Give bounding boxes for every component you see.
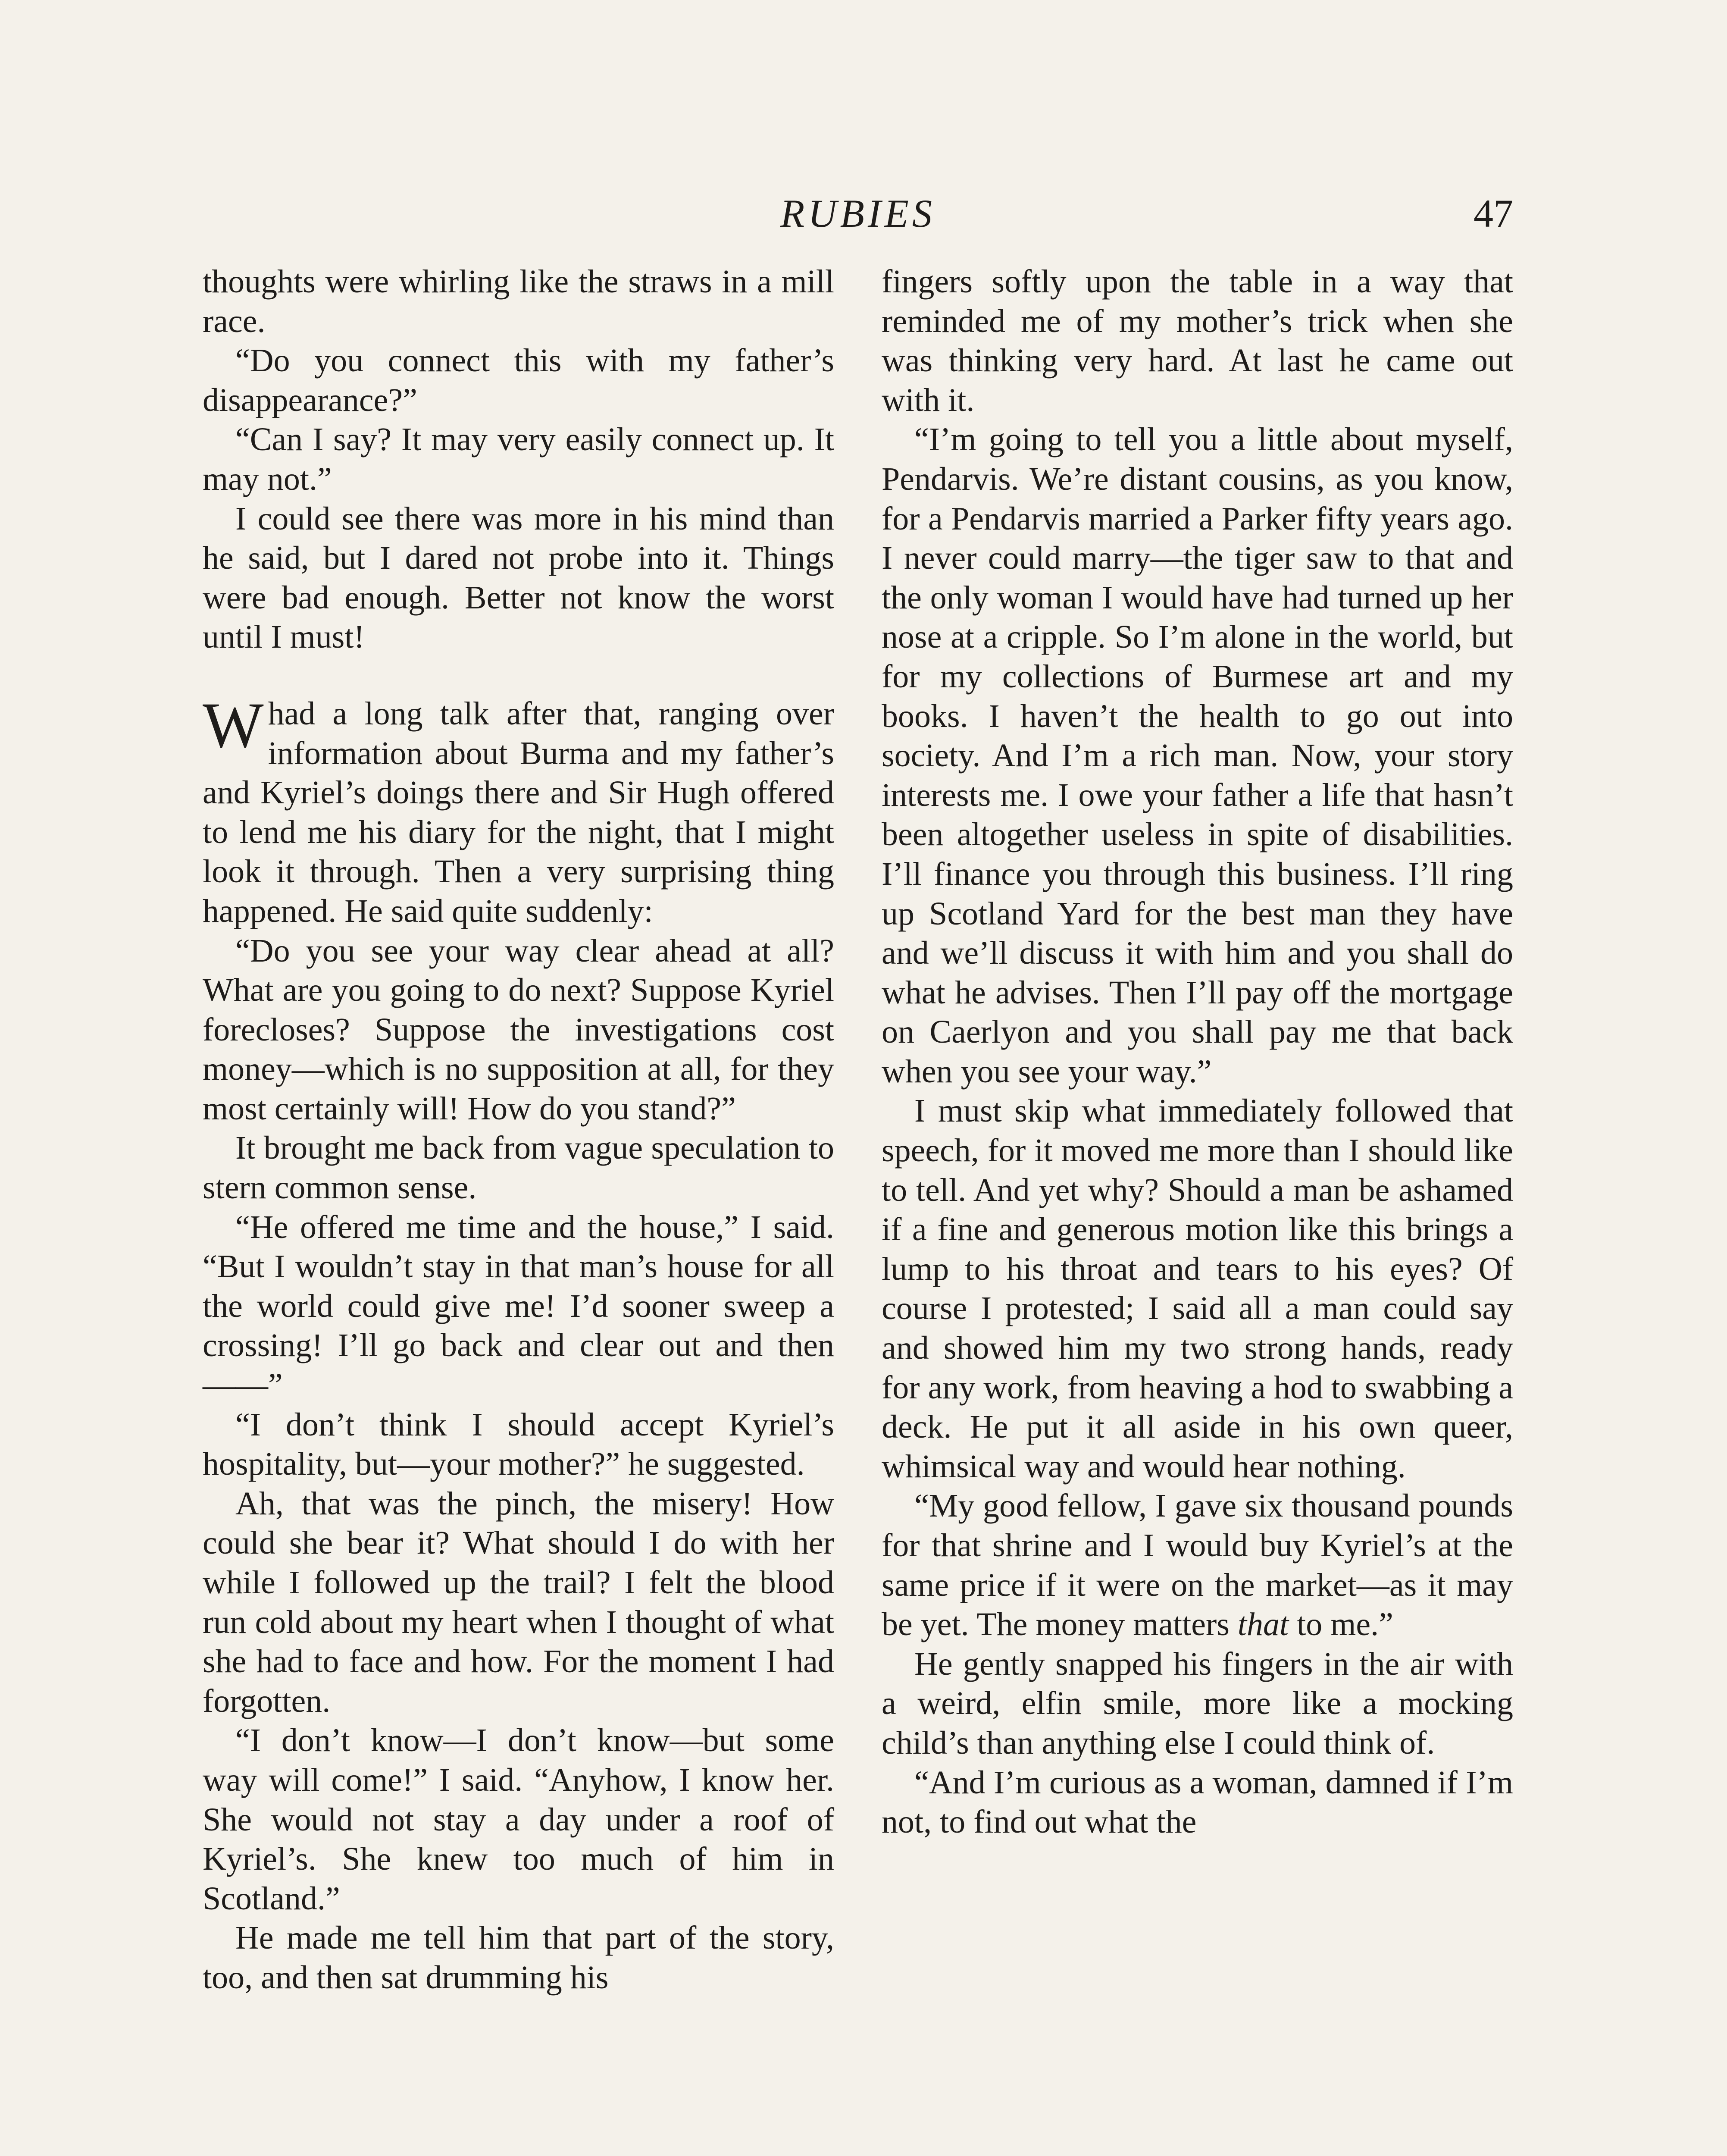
page-number: 47: [1474, 191, 1513, 235]
running-head: [203, 185, 1513, 241]
paragraph: “He offered me time and the house,” I said. “But I wouldn’t stay in that man’s house for all the world could give me! I’d sooner sweep a crossing! I’ll go back and clear out and then——”: [203, 1209, 834, 1404]
emphasized-word: that: [1237, 1606, 1289, 1643]
paragraph: “And I’m curious as a woman, damned if I’m not, to find out what the: [882, 1764, 1513, 1840]
running-title: RUBIES: [780, 191, 935, 235]
paragraph: “Can I say? It may very easily connect up. It may not.”: [203, 421, 834, 497]
paragraph-text: “My good fellow, I gave six thousand pounds for that shrine and I would buy Kyriel’s at the same price if it were on the market—as it may be yet. The money matters: [882, 1488, 1513, 1643]
paragraph: thoughts were whirling like the straws in a mill race.: [203, 263, 834, 339]
paragraph: I could see there was more in his mind than he said, but I dared not probe into it. Things were bad enough. Better not know the worst until I must!: [203, 500, 834, 655]
right-column: [882, 262, 1513, 1842]
paragraph-text: to me.”: [1297, 1606, 1393, 1643]
paragraph: He gently snapped his fingers in the air with a weird, elfin smile, more like a mocking child’s than anything else I could think of.: [882, 1645, 1513, 1761]
paragraph: “I don’t think I should accept Kyriel’s hospitality, but—your mother?” he suggested.: [203, 1406, 834, 1482]
left-column: [203, 262, 834, 1998]
paragraph: fingers softly upon the table in a way that reminded me of my mother’s trick when she was thinking very hard. At last he came out with it.: [882, 263, 1513, 418]
paragraph: I must skip what immediately followed that speech, for it moved me more than I should like to tell. And yet why? Should a man be ashamed if a fine and generous motion like this brings a lump to his throat and tears to his eyes? Of course I protested; I said all a man could say and showed him my two strong hands, ready for any work, from heaving a hod to swabbing a deck. He put it all aside in his own queer, whimsical way and would hear nothing.: [882, 1093, 1513, 1485]
paragraph: It brought me back from vague speculation to stern common sense.: [203, 1130, 834, 1206]
paragraph: He made me tell him that part of the story, too, and then sat drumming his: [203, 1920, 834, 1996]
paragraph-text: had a long talk after that, ranging over information about Burma and my father’s and Kyriel’s doings there and Sir Hugh offered to lend me his diary for the night, that I might look it through. Then a very surprising thing happened. He said quite suddenly:: [203, 695, 834, 929]
drop-cap: W: [203, 689, 264, 761]
paragraph: “Do you connect this with my father’s disappearance?”: [203, 342, 834, 418]
paragraph: “Do you see your way clear ahead at all? What are you going to do next? Suppose Kyriel forecloses? Suppose the investigations cost money—which is no supposition at all, for they most certainly will! How do you stand?”: [203, 932, 834, 1127]
paragraph: [882, 1486, 1513, 1644]
paragraph: “I’m going to tell you a little about myself, Pendarvis. We’re distant cousins, as you know, for a Pendarvis married a Parker fifty years ago. I never could marry—the tiger saw to that and the only woman I would have had turned up her nose at a cripple. So I’m alone in the world, but for my collections of Burmese art and my books. I haven’t the health to go out into society. And I’m a rich man. Now, your story interests me. I owe your father a life that hasn’t been altogether useless in spite of disabilities. I’ll finance you through this business. I’ll ring up Scotland Yard for the best man they have and we’ll discuss it with him and you shall do what he advises. Then I’ll pay off the mortgage on Caerlyon and you shall pay me that back when you see your way.”: [882, 421, 1513, 1090]
paragraph: “I don’t know—I don’t know—but some way will come!” I said. “Anyhow, I know her. She would not stay a day under a roof of Kyriel’s. She knew too much of him in Scotland.”: [203, 1722, 834, 1917]
section-opening-paragraph: [203, 689, 834, 931]
paragraph: Ah, that was the pinch, the misery! How could she bear it? What should I do with her while I followed up the trail? I felt the blood run cold about my heart when I thought of what she had to face and how. For the moment I had forgotten.: [203, 1485, 834, 1719]
